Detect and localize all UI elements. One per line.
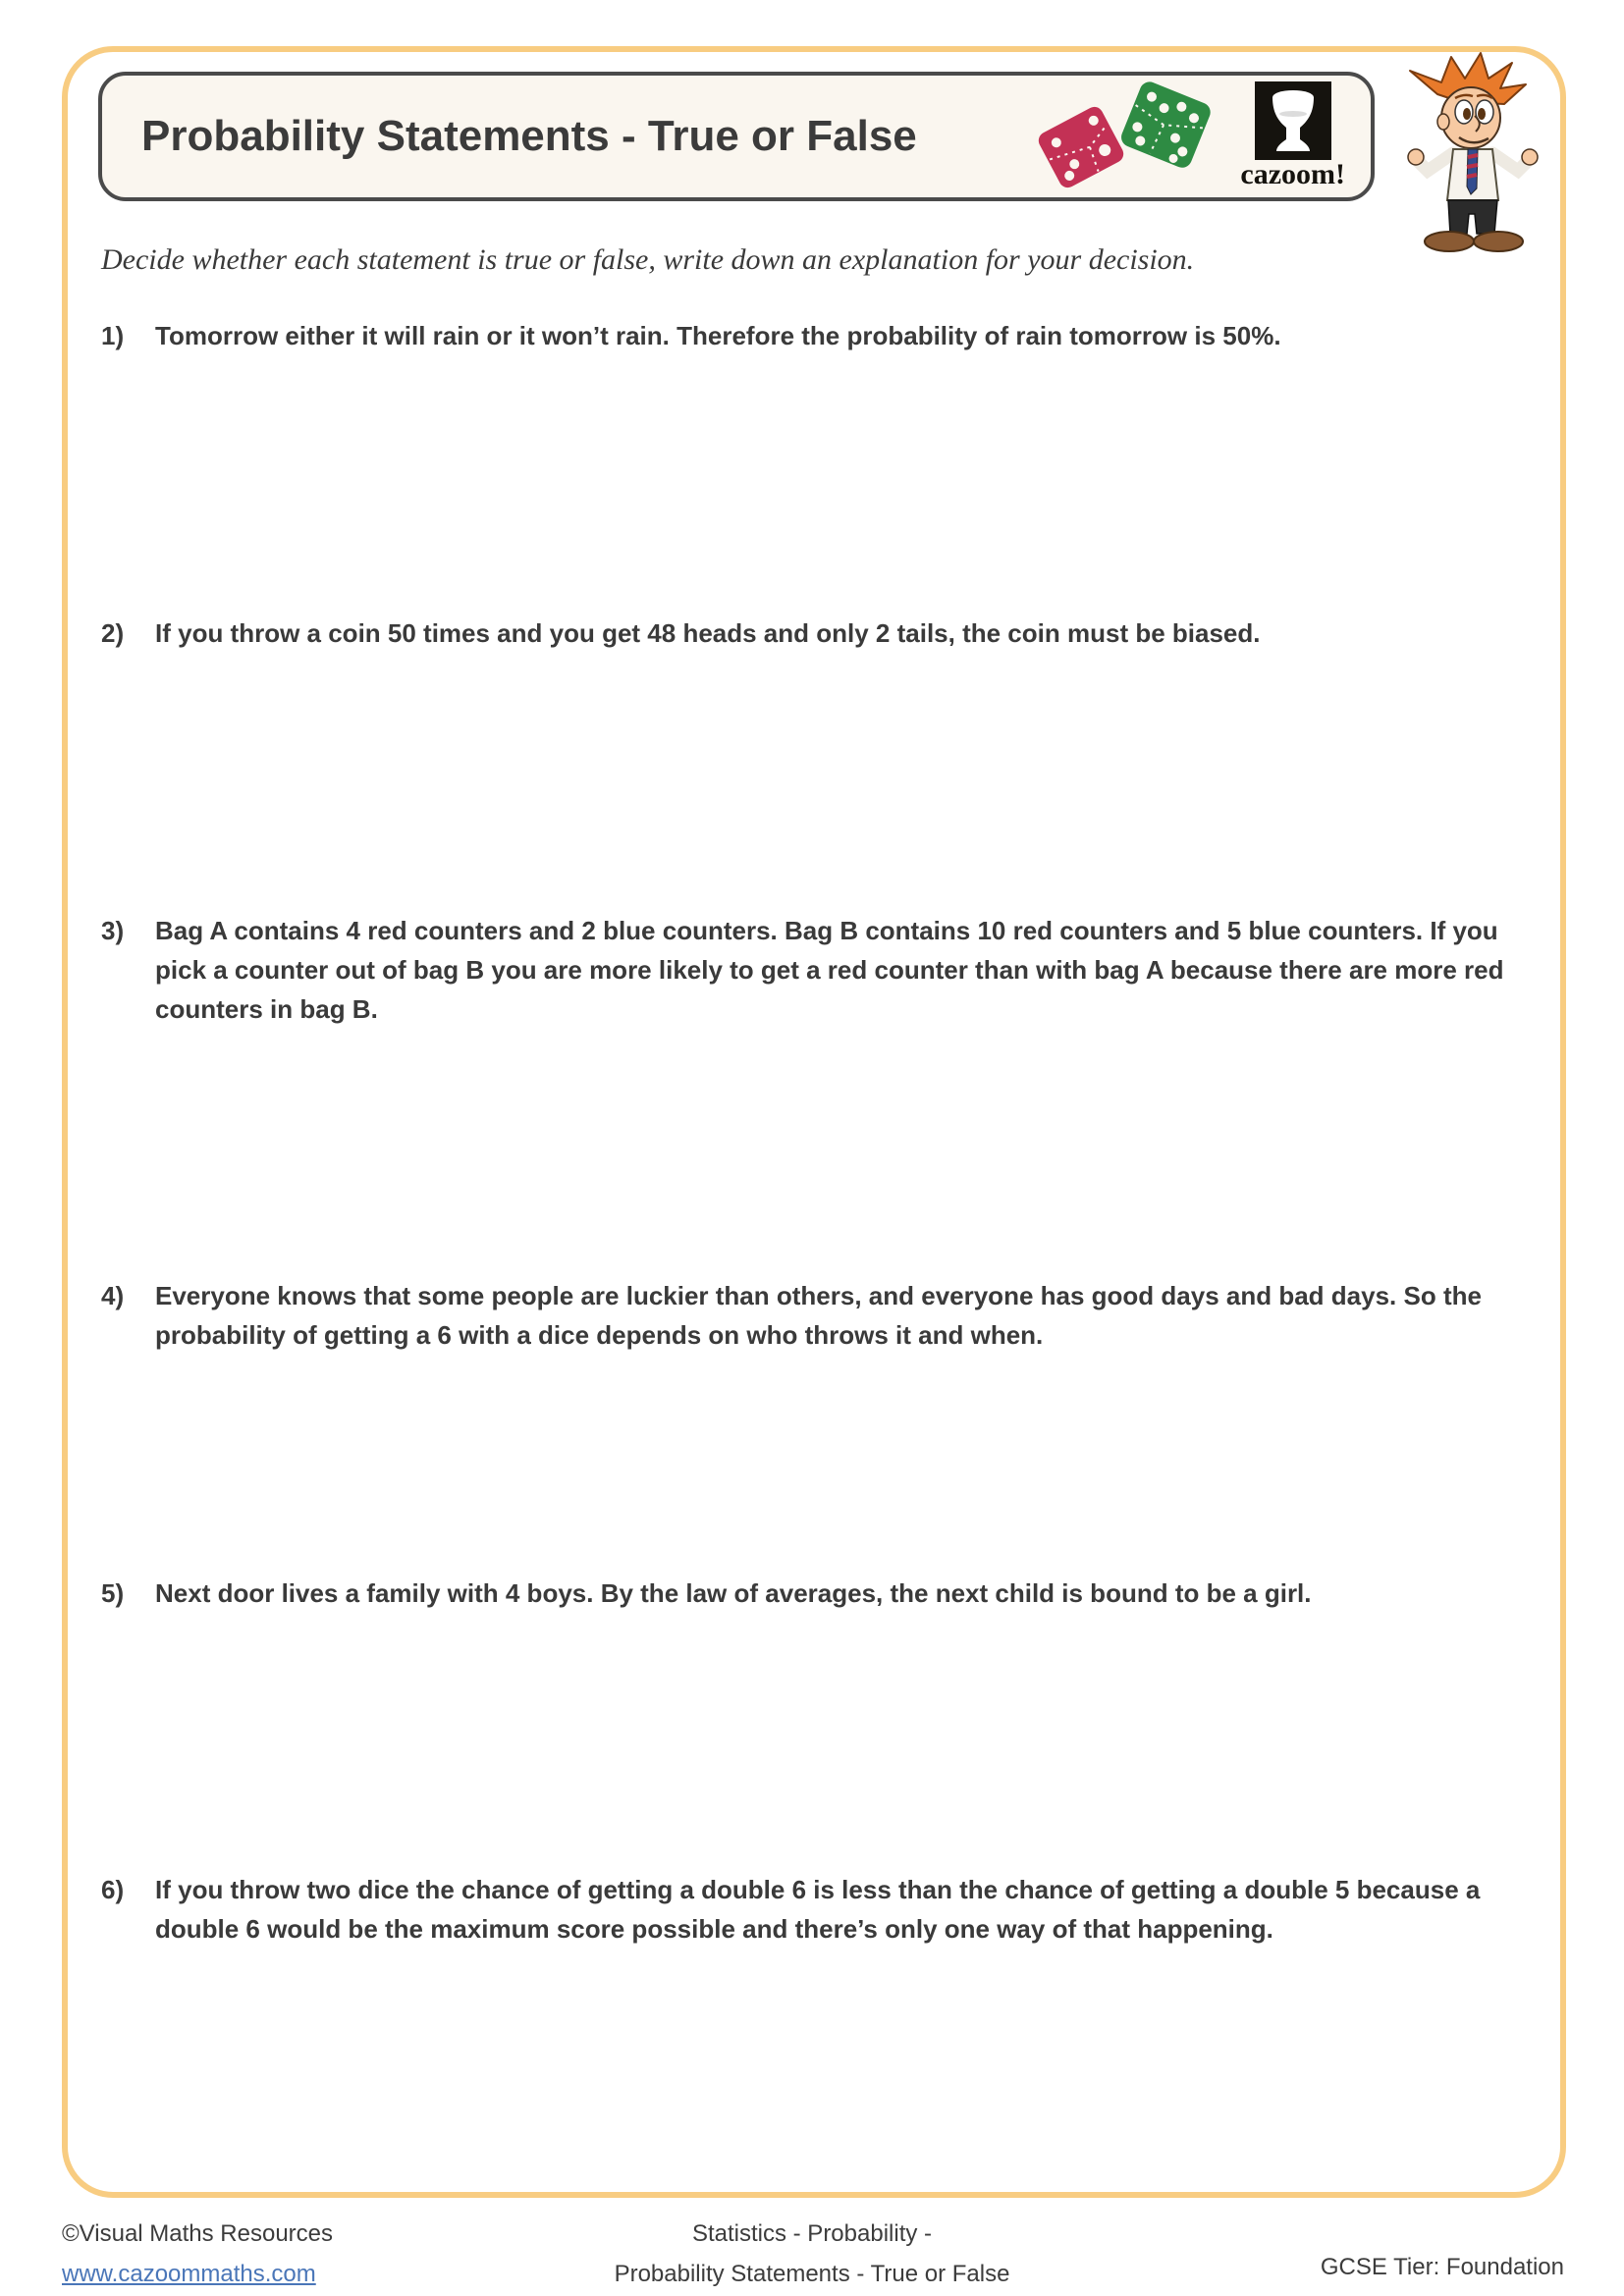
question-text: Bag A contains 4 red counters and 2 blue counters. Bag B contains 10 red counters and 5 blue counters. If you pick a counter out of bag B you are more likely to get a red counter than with bag A because there are more red counters in bag B.: [155, 916, 1504, 1024]
question-number: 5): [101, 1578, 125, 1608]
question-3: [101, 911, 1530, 1029]
question-number: 2): [101, 618, 125, 648]
djembe-drum-icon: [1255, 81, 1331, 160]
question-text: Next door lives a family with 4 boys. By the law of averages, the next child is bound to be a girl.: [155, 1578, 1312, 1608]
question-number: 4): [101, 1281, 125, 1310]
question-text: Everyone knows that some people are luckier than others, and everyone has good days and bad days. So the probability of getting a 6 with a dice depends on who throws it and when.: [155, 1281, 1482, 1350]
worksheet-header: [98, 72, 1375, 201]
question-text: If you throw two dice the chance of getting a double 6 is less than the chance of getting a double 5 because a double 6 would be the maximum score possible and there’s only one way of that happening.: [155, 1875, 1481, 1944]
tier-label: GCSE Tier: Foundation: [1320, 2254, 1564, 2280]
website-link[interactable]: www.cazoommaths.com: [62, 2261, 316, 2287]
question-6: [101, 1870, 1530, 1949]
question-number: 6): [101, 1875, 125, 1904]
question-text: If you throw a coin 50 times and you get 48 heads and only 2 tails, the coin must be biased.: [155, 618, 1261, 648]
question-1: [101, 316, 1530, 355]
page-title: Probability Statements - True or False: [141, 112, 917, 160]
question-5: [101, 1574, 1530, 1613]
question-text: Tomorrow either it will rain or it won’t rain. Therefore the probability of rain tomorrow is 50%.: [155, 321, 1281, 350]
category-line-2: Probability Statements - True or False: [614, 2261, 1010, 2287]
question-4: [101, 1276, 1530, 1355]
cartoon-character-illustration: [1402, 51, 1544, 264]
cazoom-logo: [1240, 81, 1345, 191]
footer-right: [1321, 2254, 1564, 2281]
dice-icon: [1020, 79, 1226, 194]
question-2: [101, 614, 1530, 653]
instruction-text: Decide whether each statement is true or false, write down an explanation for your decision.: [101, 243, 1195, 276]
category-line-1: Statistics - Probability -: [691, 2220, 933, 2247]
copyright-text: ©Visual Maths Resources: [62, 2220, 334, 2247]
cazoom-logo-text: cazoom!: [1240, 158, 1345, 190]
question-number: 3): [101, 916, 125, 945]
question-number: 1): [101, 321, 125, 350]
